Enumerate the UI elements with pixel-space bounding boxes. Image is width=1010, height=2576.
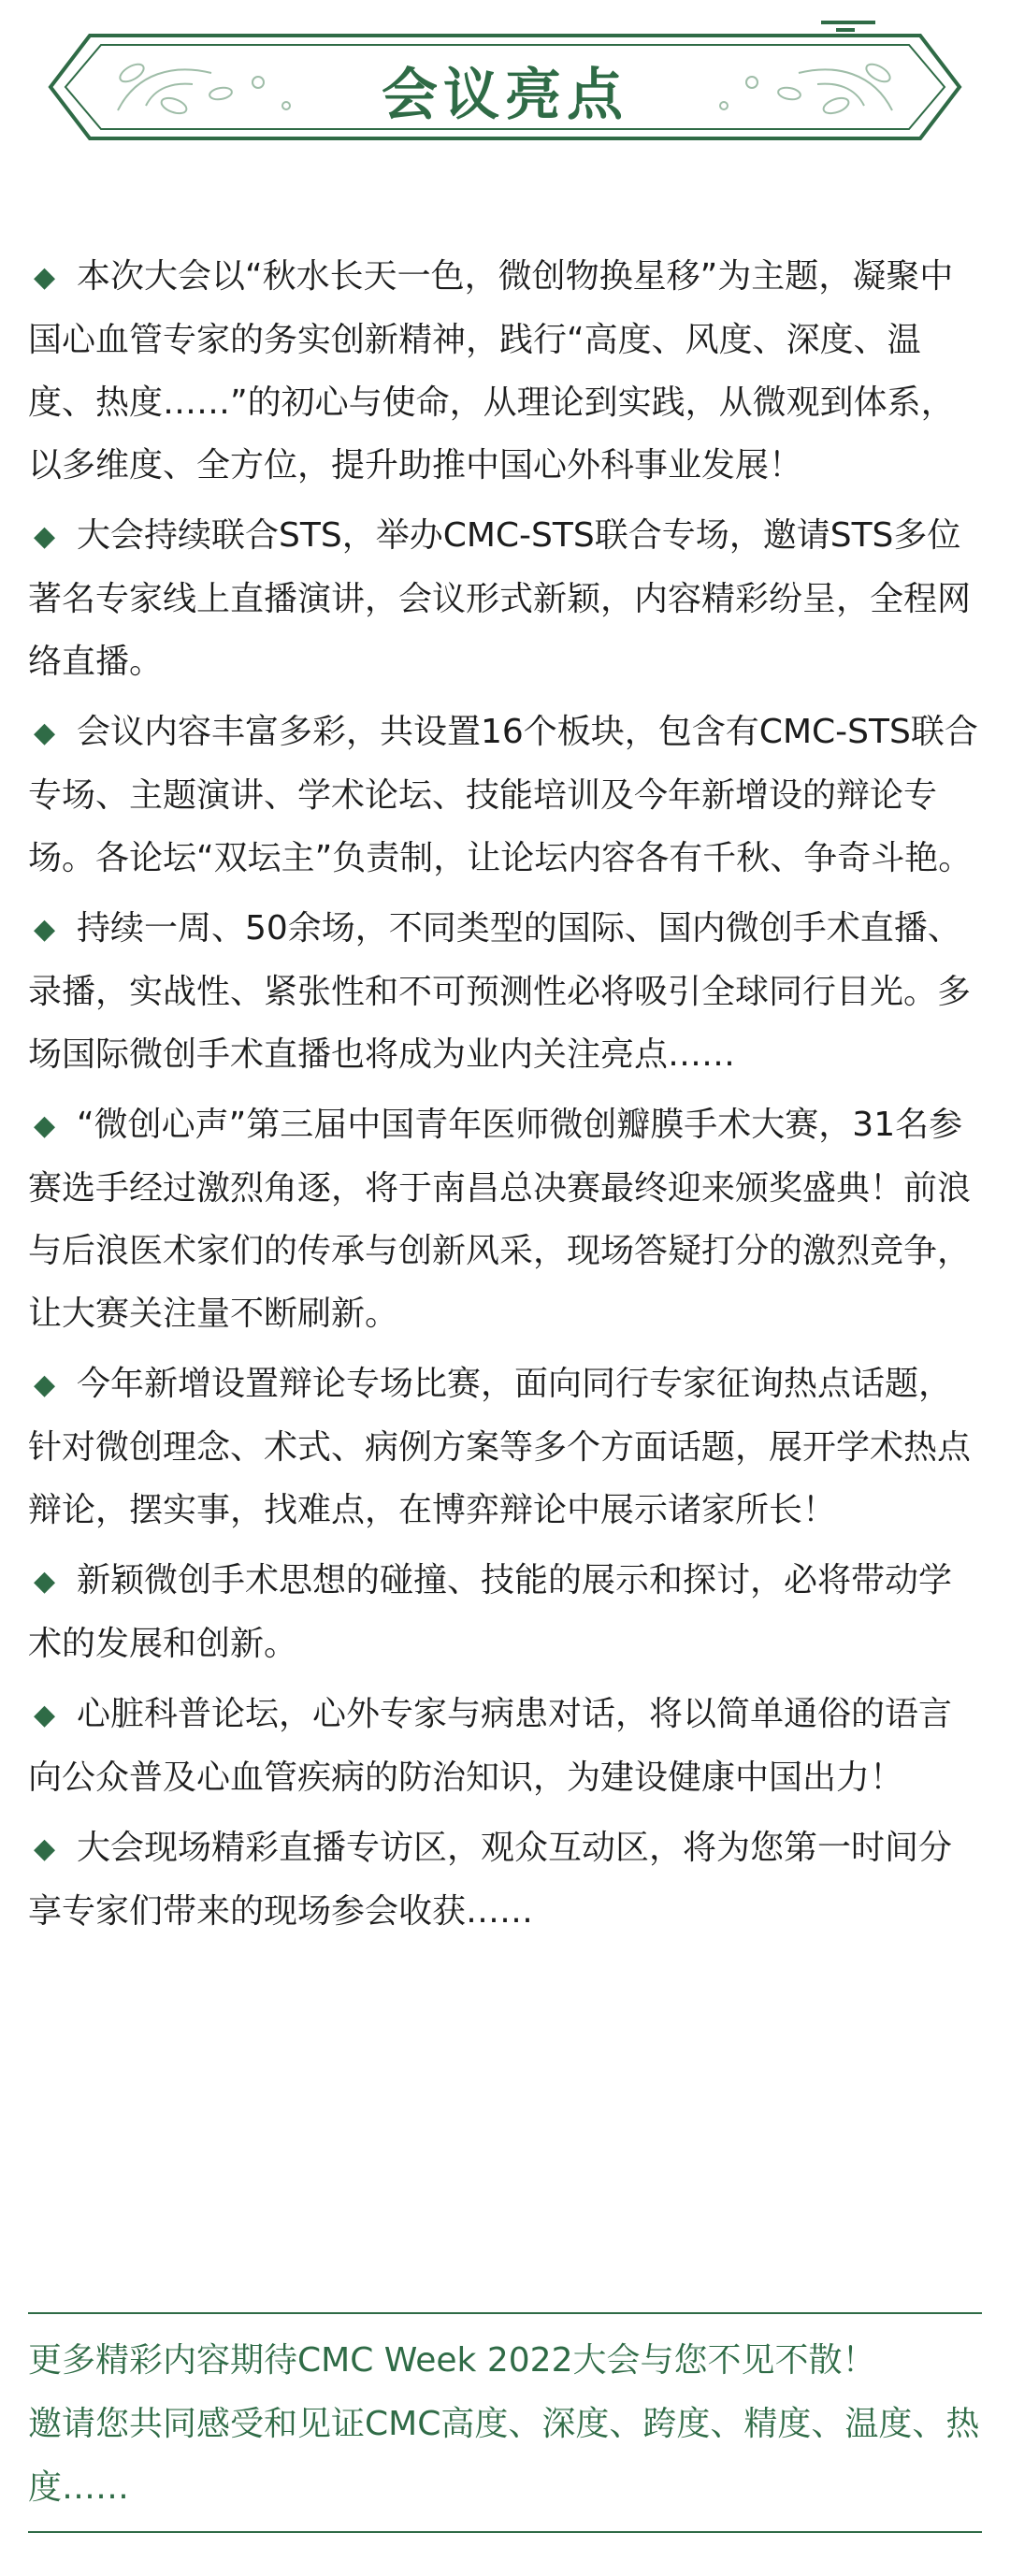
list-item — [28, 701, 982, 890]
list-item-text: 持续一周、50余场，不同类型的国际、国内微创手术直播、录播，实战性、紧张性和不可预测性必将吸引全球同行目光。多场国际微创手术直播也将成为业内关注亮点…… — [28, 909, 972, 1074]
list-item-text: “微创心声”第三届中国青年医师微创瓣膜手术大赛，31名参赛选手经过激烈角逐，将于南昌总决赛最终迎来颁奖盛典！前浪与后浪医术家们的传承与创新风采，现场答疑打分的激烈竞争，让大赛关注量不断刷新。 — [28, 1106, 972, 1333]
diamond-bullet-icon: ◆ — [34, 520, 56, 553]
closing-text — [28, 2314, 982, 2531]
diamond-bullet-icon: ◆ — [34, 1832, 56, 1865]
list-item — [28, 1093, 982, 1345]
closing-section — [28, 2312, 982, 2533]
list-item — [28, 504, 982, 693]
list-item — [28, 1353, 982, 1541]
diamond-bullet-icon: ◆ — [34, 716, 56, 749]
bottom-divider — [28, 2531, 982, 2533]
list-item — [28, 245, 982, 497]
diamond-bullet-icon: ◆ — [34, 261, 56, 294]
list-item-text: 会议内容丰富多彩，共设置16个板块，包含有CMC-STS联合专场、主题演讲、学术论坛、技能培训及今年新增设的辩论专场。各论坛“双坛主”负责制，让论坛内容各有千秋、争奇斗艳。 — [28, 713, 978, 877]
list-item — [28, 1683, 982, 1809]
list-item-text: 大会持续联合STS，举办CMC-STS联合专场，邀请STS多位著名专家线上直播演讲，会议形式新颖，内容精彩纷呈，全程网络直播。 — [28, 516, 972, 681]
diamond-bullet-icon: ◆ — [34, 1699, 56, 1731]
page-title: 会议亮点 — [382, 63, 628, 128]
diamond-bullet-icon: ◆ — [34, 1368, 56, 1401]
list-item — [28, 1816, 982, 1943]
diamond-bullet-icon: ◆ — [34, 1109, 56, 1142]
diamond-bullet-icon: ◆ — [34, 913, 56, 946]
highlights-list — [28, 245, 982, 1950]
list-item — [28, 1549, 982, 1675]
list-item-text: 心脏科普论坛，心外专家与病患对话，将以简单通俗的语言向公众普及心血管疾病的防治知识，为建设健康中国出力！ — [28, 1695, 953, 1797]
list-item-text: 本次大会以“秋水长天一色，微创物换星移”为主题，凝聚中国心血管专家的务实创新精神，践行“高度、风度、深度、温度、热度……”的初心与使命，从理论到实践，从微观到体系，以多维度、全方位，提升助推中国心外科事业发展！ — [28, 257, 955, 485]
diamond-bullet-icon: ◆ — [34, 1565, 56, 1598]
header-banner — [34, 17, 976, 157]
closing-line-1: 更多精彩内容期待CMC Week 2022大会与您不见不散！ — [28, 2341, 876, 2380]
closing-line-2: 邀请您共同感受和见证CMC高度、深度、跨度、精度、温度、热度…… — [28, 2405, 980, 2507]
list-item-text: 今年新增设置辩论专场比赛，面向同行专家征询热点话题，针对微创理念、术式、病例方案等多个方面话题，展开学术热点辩论，摆实事，找难点，在博弈辩论中展示诸家所长！ — [28, 1365, 972, 1529]
list-item-text: 新颖微创手术思想的碰撞、技能的展示和探讨，必将带动学术的发展和创新。 — [28, 1561, 953, 1663]
list-item-text: 大会现场精彩直播专访区，观众互动区，将为您第一时间分享专家们带来的现场参会收获…… — [28, 1829, 953, 1931]
list-item — [28, 897, 982, 1086]
